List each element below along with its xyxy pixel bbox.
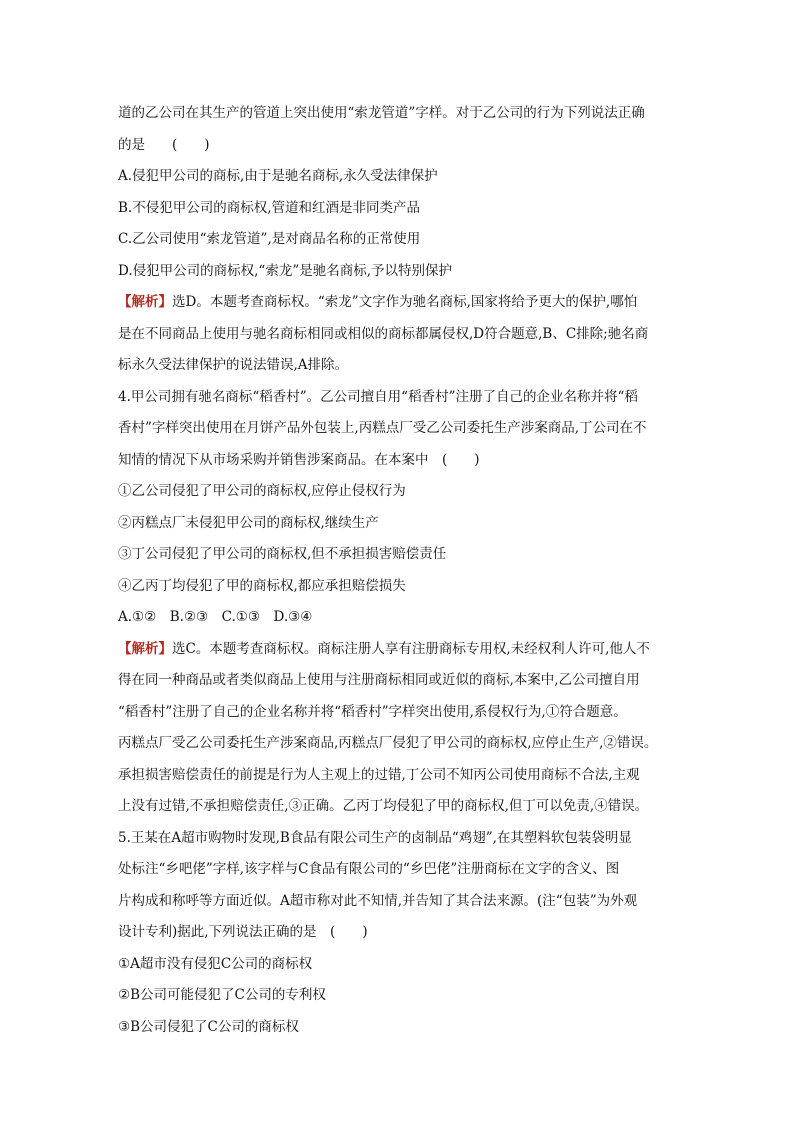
q3-option-b: B.不侵犯甲公司的商标权,管道和红酒是非同类产品 xyxy=(118,199,421,216)
q3-option-a: A.侵犯甲公司的商标,由于是驰名商标,永久受法律保护 xyxy=(118,168,438,184)
q4-analysis-line: 承担损害赔偿责任的前提是行为人主观上的过错,丁公司不知丙公司使用商标不合法,主观 xyxy=(118,766,640,783)
q5-stem-line: 设计专利)据此,下列说法正确的是 ( ) xyxy=(118,924,368,940)
q4-analysis-text: 选C。本题考查商标权。商标注册人享有注册商标专用权,未经权利人许可,他人不 xyxy=(172,640,650,657)
q4-analysis-line: 上没有过错,不承担赔偿责任,③正确。乙丙丁均侵犯了甲的商标权,但丁可以免责,④错误。 xyxy=(118,798,649,814)
q4-analysis-line: “稻香村”注册了自己的企业名称并将“稻香村”字样突出使用,系侵权行为,①符合题意。 xyxy=(118,703,627,720)
q4-item: ②丙糕点厂未侵犯甲公司的商标权,继续生产 xyxy=(118,514,379,531)
q5-item: ③B公司侵犯了C公司的商标权 xyxy=(118,1018,299,1035)
page-content xyxy=(118,98,678,1043)
q5-stem-line: 片构成和称呼等方面近似。A超市称对此不知情,并告知了其合法来源。(注“包装”为外观 xyxy=(118,892,638,909)
q4-analysis-line xyxy=(118,634,678,666)
q5-stem-line: 5.王某在A超市购物时发现,B食品有限公司生产的卤制品“鸡翅”,在其塑料软包装袋明显 xyxy=(118,829,632,846)
q3-stem-line: 道的乙公司在其生产的管道上突出使用“索龙管道”字样。对于乙公司的行为下列说法正确 xyxy=(118,105,645,121)
q3-analysis-line: 是在不同商品上使用与驰名商标相同或相似的商标都属侵权,D符合题意,B、C排除;驰名商 xyxy=(118,325,649,342)
q4-stem-line: 知情的情况下从市场采购并销售涉案商品。在本案中 ( ) xyxy=(118,451,480,468)
q4-item: ①乙公司侵犯了甲公司的商标权,应停止侵权行为 xyxy=(118,483,406,499)
q5-item: ①A超市没有侵犯C公司的商标权 xyxy=(118,955,313,972)
q5-stem-line: 处标注“乡吧佬”字样,该字样与C食品有限公司的“乡巴佬”注册商标在文字的含义、图 xyxy=(118,861,620,877)
q3-stem-line: 的是 ( ) xyxy=(118,136,210,153)
q4-analysis-line: 得在同一种商品或者类似商品上使用与注册商标相同或近似的商标,本案中,乙公司擅自用 xyxy=(118,672,640,688)
q3-analysis-line xyxy=(118,287,678,319)
q4-choices: A.①② B.②③ C.①③ D.③④ xyxy=(118,609,313,625)
analysis-tag: 【解析】 xyxy=(118,294,172,310)
q3-option-d: D.侵犯甲公司的商标权,“索龙”是驰名商标,予以特别保护 xyxy=(118,262,453,279)
q4-analysis-line: 丙糕点厂受乙公司委托生产涉案商品,丙糕点厂侵犯了甲公司的商标权,应停止生产,②错误。 xyxy=(118,735,658,751)
q4-stem-line: 4.甲公司拥有驰名商标“稻香村”。乙公司擅自用“稻香村”注册了自己的企业名称并将“稻 xyxy=(118,388,638,405)
q3-option-c: C.乙公司使用“索龙管道”,是对商品名称的正常使用 xyxy=(118,231,421,247)
q3-analysis-line: 标永久受法律保护的说法错误,A排除。 xyxy=(118,357,349,373)
q4-item: ④乙丙丁均侵犯了甲的商标权,都应承担赔偿损失 xyxy=(118,577,406,594)
q4-item: ③丁公司侵犯了甲公司的商标权,但不承担损害赔偿责任 xyxy=(118,546,447,562)
q3-analysis-text: 选D。本题考查商标权。“索龙”文字作为驰名商标,国家将给予更大的保护,哪怕 xyxy=(172,294,638,310)
q4-stem-line: 香村”字样突出使用在月饼产品外包装上,丙糕点厂受乙公司委托生产涉案商品,丁公司在不 xyxy=(118,420,647,436)
analysis-tag: 【解析】 xyxy=(118,640,172,657)
q5-item: ②B公司可能侵犯了C公司的专利权 xyxy=(118,987,326,1003)
